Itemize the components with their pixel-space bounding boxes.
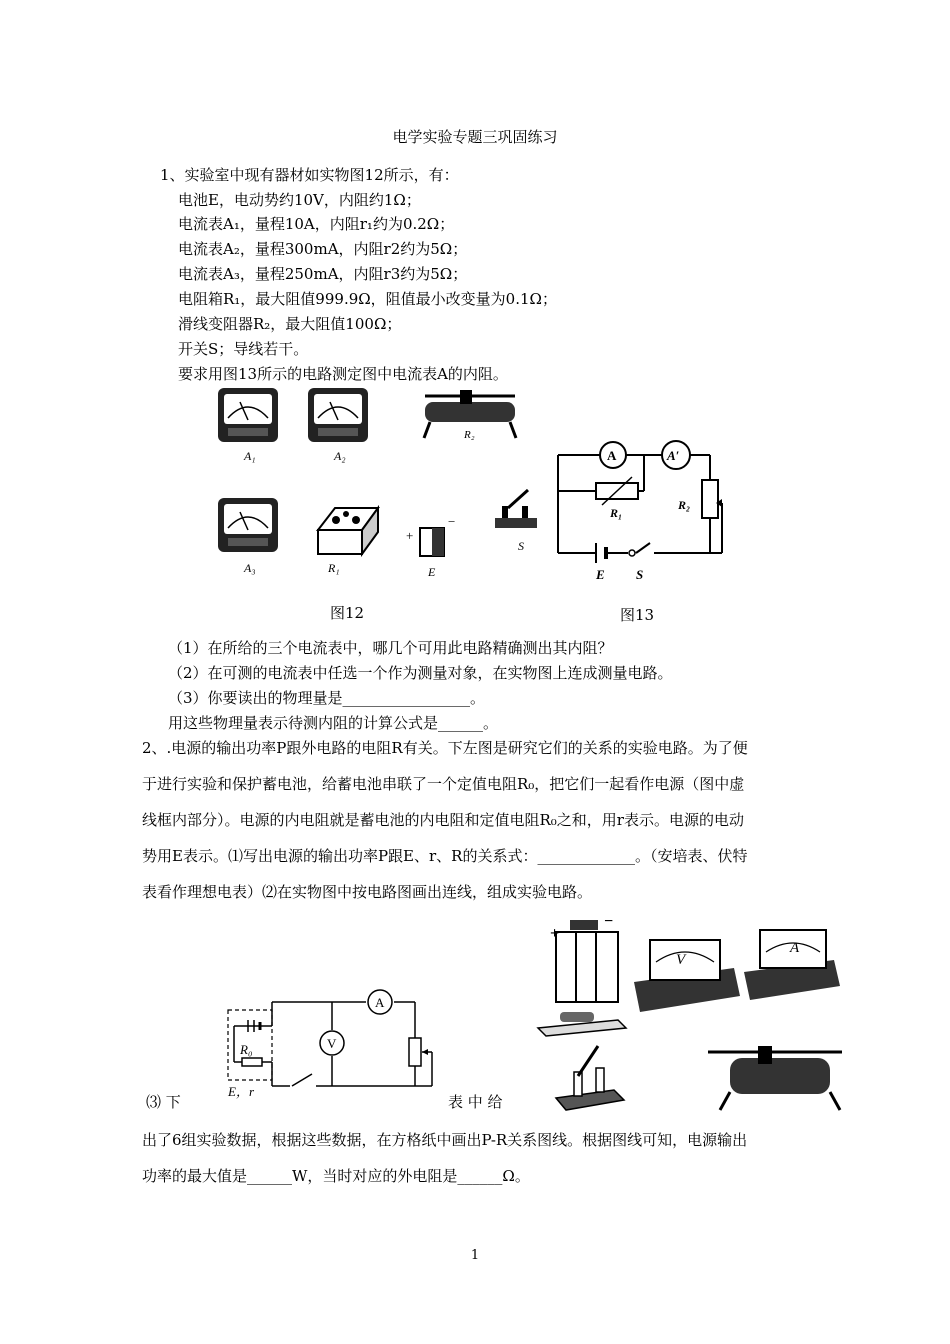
ammeter-a2-icon bbox=[308, 388, 368, 442]
switch-s-icon bbox=[495, 490, 537, 528]
battery-e-icon bbox=[420, 528, 444, 556]
q2-line: 线框内部分）。电源的内电阻就是蓄电池的内电阻和定值电阻R₀之和，用r表示。电源的电动 bbox=[142, 811, 744, 829]
figure-13-circuit bbox=[550, 435, 740, 585]
q2-sub3-left: ⑶ 下 bbox=[146, 1093, 181, 1111]
q1-item: 电流表A₃，量程250mA，内阻r3约为5Ω； bbox=[178, 265, 468, 283]
rheostat-icon bbox=[708, 1046, 842, 1110]
q2-sub3-right: 表 中 给 bbox=[448, 1093, 503, 1111]
q2-apparatus bbox=[530, 912, 850, 1132]
label-r1: R₁ bbox=[328, 561, 340, 575]
resistance-box-r1-icon bbox=[318, 508, 378, 554]
label-e: E bbox=[428, 565, 436, 579]
fixed-resistor-icon bbox=[538, 1012, 626, 1036]
q2-tail-line: 出了6组实验数据，根据这些数据，在方格纸中画出P-R关系图线。根据图线可知，电源输出 bbox=[142, 1131, 748, 1149]
q1-item: 电流表A₂，量程300mA，内阻r2约为5Ω； bbox=[178, 240, 468, 258]
voltmeter-label: V bbox=[676, 952, 686, 968]
label-a3: A₃ bbox=[244, 561, 256, 575]
r1-label: R₁ bbox=[610, 506, 623, 520]
q1-sub-1: （1）在所给的三个电流表中，哪几个可用此电路精确测出其内阻？ bbox=[168, 639, 613, 657]
label-r2: R₂ bbox=[464, 429, 475, 441]
knife-switch-icon bbox=[556, 1046, 624, 1110]
q2-line: 表看作理想电表）⑵在实物图中按电路图画出连线，组成实验电路。 bbox=[142, 883, 593, 901]
label-minus: − bbox=[448, 514, 456, 529]
q1-item: 电阻箱R₁，最大阻值999.9Ω，阻值最小改变量为0.1Ω； bbox=[178, 290, 557, 308]
page-number: 1 bbox=[470, 1248, 480, 1263]
r2-label: R₂ bbox=[678, 498, 691, 512]
q2-voltmeter-label: V bbox=[327, 1036, 337, 1051]
q1-intro: 1、实验室中现有器材如实物图12所示，有： bbox=[160, 166, 459, 184]
q2-ammeter-label: A bbox=[375, 995, 385, 1010]
figure-12-apparatus bbox=[210, 380, 570, 600]
e-label: E bbox=[596, 567, 605, 582]
ammeter-a1-icon bbox=[218, 388, 278, 442]
q2-line: 2、.电源的输出功率P跟外电路的电阻R有关。下左图是研究它们的关系的实验电路。为了便 bbox=[142, 739, 748, 757]
battery-icon bbox=[556, 920, 618, 1002]
battery-minus: − bbox=[604, 913, 614, 930]
q1-sub-3: （3）你要读出的物理量是_________________。 bbox=[168, 689, 486, 707]
q1-item: 滑线变阻器R₂，最大阻值100Ω； bbox=[178, 315, 402, 333]
figure-12-caption: 图12 bbox=[330, 604, 365, 622]
battery-plus: + bbox=[550, 925, 560, 942]
q2-r0-label: R₀ bbox=[240, 1042, 253, 1057]
q2-line: 势用E表示。⑴写出电源的输出功率P跟E、r、R的关系式：_____________。（安培表、伏特 bbox=[142, 847, 748, 865]
q2-er-label: E，r bbox=[228, 1084, 255, 1099]
q1-item: 电流表A₁，量程10A，内阻r₁约为0.2Ω； bbox=[178, 215, 455, 233]
voltmeter-icon bbox=[634, 940, 740, 1012]
label-a2: A₂ bbox=[334, 449, 346, 463]
label-s: S bbox=[518, 539, 524, 553]
ammeter-label: A bbox=[790, 940, 800, 956]
label-a1: A₁ bbox=[244, 449, 256, 463]
q1-item: 开关S；导线若干。 bbox=[178, 340, 309, 358]
q2-tail-line: 功率的最大值是______W，当时对应的外电阻是______Ω。 bbox=[142, 1167, 530, 1185]
ammeter-a3-icon bbox=[218, 498, 278, 552]
q2-circuit-diagram bbox=[220, 988, 445, 1103]
q1-sub-4: 用这些物理量表示待测内阻的计算公式是______。 bbox=[168, 714, 499, 732]
q1-item: 要求用图13所示的电路测定图中电流表A的内阻。 bbox=[178, 365, 508, 383]
page-title: 电学实验专题三巩固练习 bbox=[392, 128, 558, 146]
meter-a-prime-label: A′ bbox=[667, 448, 680, 463]
q2-line: 于进行实验和保护蓄电池，给蓄电池串联了一个定值电阻R₀，把它们一起看作电源（图中虚 bbox=[142, 775, 745, 793]
q1-item: 电池E，电动势约10V，内阻约1Ω； bbox=[178, 191, 421, 209]
meter-a-label: A bbox=[607, 448, 617, 463]
q1-sub-2: （2）在可测的电流表中任选一个作为测量对象，在实物图上连成测量电路。 bbox=[168, 664, 673, 682]
label-plus: + bbox=[406, 528, 414, 543]
figure-13-caption: 图13 bbox=[620, 606, 655, 624]
s-label: S bbox=[636, 567, 644, 582]
